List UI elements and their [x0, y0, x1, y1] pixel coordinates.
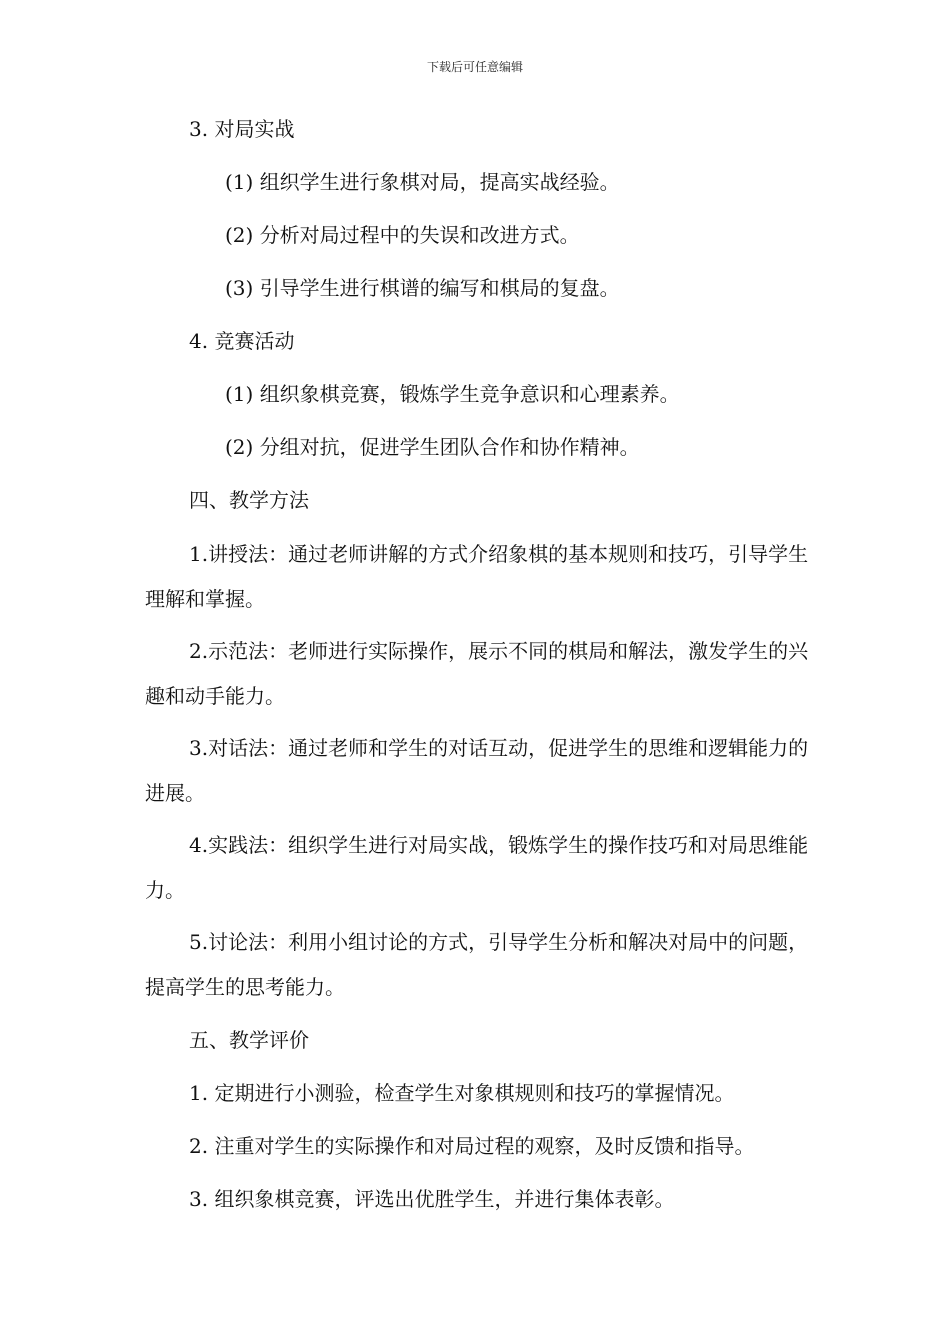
- method-paragraph: 4.实践法：组织学生进行对局实战，锻炼学生的操作技巧和对局思维能力。: [145, 833, 809, 902]
- list-item: 2. 注重对学生的实际操作和对局过程的观察，及时反馈和指导。: [189, 1134, 755, 1158]
- list-item: (2) 分组对抗，促进学生团队合作和协作精神。: [225, 435, 640, 459]
- method-paragraph: 2.示范法：老师进行实际操作，展示不同的棋局和解法，激发学生的兴趣和动手能力。: [145, 639, 809, 708]
- section-heading-methods: 四、教学方法: [189, 488, 309, 512]
- section-heading-4: 4. 竞赛活动: [189, 329, 295, 353]
- section-heading-3: 3. 对局实战: [189, 117, 295, 141]
- document-body: [145, 113, 825, 1215]
- section-heading-evaluation: 五、教学评价: [189, 1028, 309, 1052]
- list-item: (1) 组织学生进行象棋对局，提高实战经验。: [225, 170, 620, 194]
- list-item: (1) 组织象棋竞赛，锻炼学生竞争意识和心理素养。: [225, 382, 680, 406]
- list-item: (3) 引导学生进行棋谱的编写和棋局的复盘。: [225, 276, 620, 300]
- method-paragraph: 5.讨论法：利用小组讨论的方式，引导学生分析和解决对局中的问题，提高学生的思考能力。: [145, 930, 809, 999]
- list-item: (2) 分析对局过程中的失误和改进方式。: [225, 223, 580, 247]
- method-paragraph: 1.讲授法：通过老师讲解的方式介绍象棋的基本规则和技巧，引导学生理解和掌握。: [145, 542, 809, 611]
- list-item: 1. 定期进行小测验，检查学生对象棋规则和技巧的掌握情况。: [189, 1081, 735, 1105]
- page-header: 下载后可任意编辑: [426, 60, 523, 74]
- list-item: 3. 组织象棋竞赛，评选出优胜学生，并进行集体表彰。: [189, 1187, 675, 1211]
- method-paragraph: 3.对话法：通过老师和学生的对话互动，促进学生的思维和逻辑能力的进展。: [145, 736, 809, 805]
